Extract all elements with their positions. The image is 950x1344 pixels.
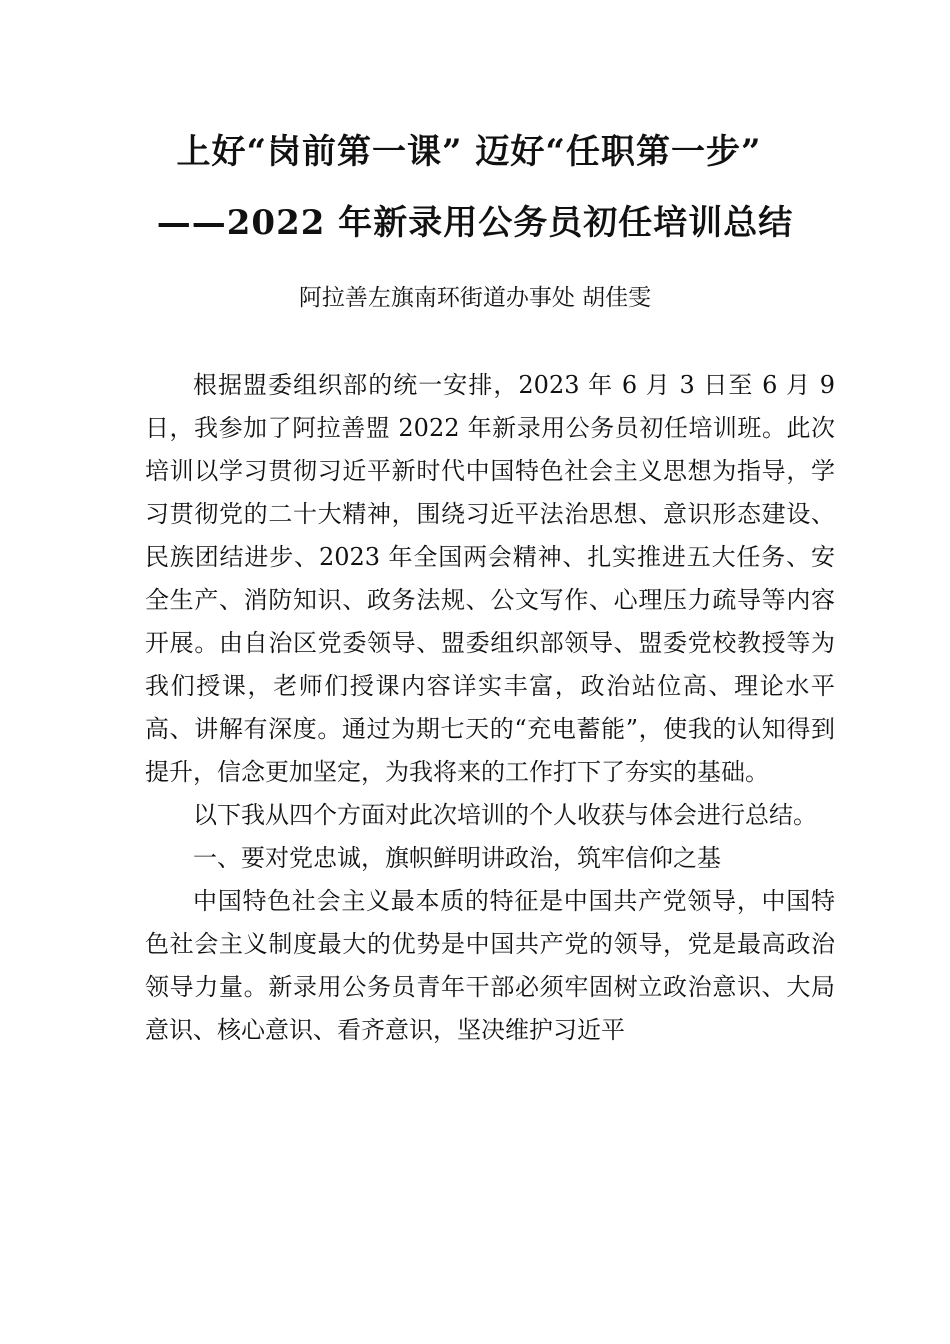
document-body xyxy=(145,364,835,1052)
paragraph-intro: 根据盟委组织部的统一安排，2023 年 6 月 3 日至 6 月 9 日，我参加了阿拉善盟 2022 年新录用公务员初任培训班。此次培训以学习贯彻习近平新时代中国特色社会主义思想为指导，学习贯彻党的二十大精神，围绕习近平法治思想、意识形态建设、民族团结进步、2023 年全国两会精神、扎实推进五大任务、安全生产、消防知识、政务法规、公文写作、心理压力疏导等内容开展。由自治区党委领导、盟委组织部领导、盟委党校教授等为我们授课，老师们授课内容详实丰富，政治站位高、理论水平高、讲解有深度。通过为期七天的“充电蓄能”，使我的认知得到提升，信念更加坚定，为我将来的工作打下了夯实的基础。 xyxy=(145,371,835,786)
section-1-paragraph: 中国特色社会主义最本质的特征是中国共产党领导，中国特色社会主义制度最大的优势是中国共产党的领导，党是最高政治领导力量。新录用公务员青年干部必须牢固树立政治意识、大局意识、核心意识、看齐意识，坚决维护习近平 xyxy=(145,887,835,1044)
document-title-line-1: 上好“岗前第一课” 迈好“任职第一步” xyxy=(176,132,762,172)
document-title-line-2: ——2022 年新录用公务员初任培训总结 xyxy=(156,203,794,243)
section-heading-1: 一、要对党忠诚，旗帜鲜明讲政治，筑牢信仰之基 xyxy=(193,844,721,872)
paragraph-overview: 以下我从四个方面对此次培训的个人收获与体会进行总结。 xyxy=(193,801,817,829)
author-line: 阿拉善左旗南环街道办事处 胡佳雯 xyxy=(298,285,652,311)
